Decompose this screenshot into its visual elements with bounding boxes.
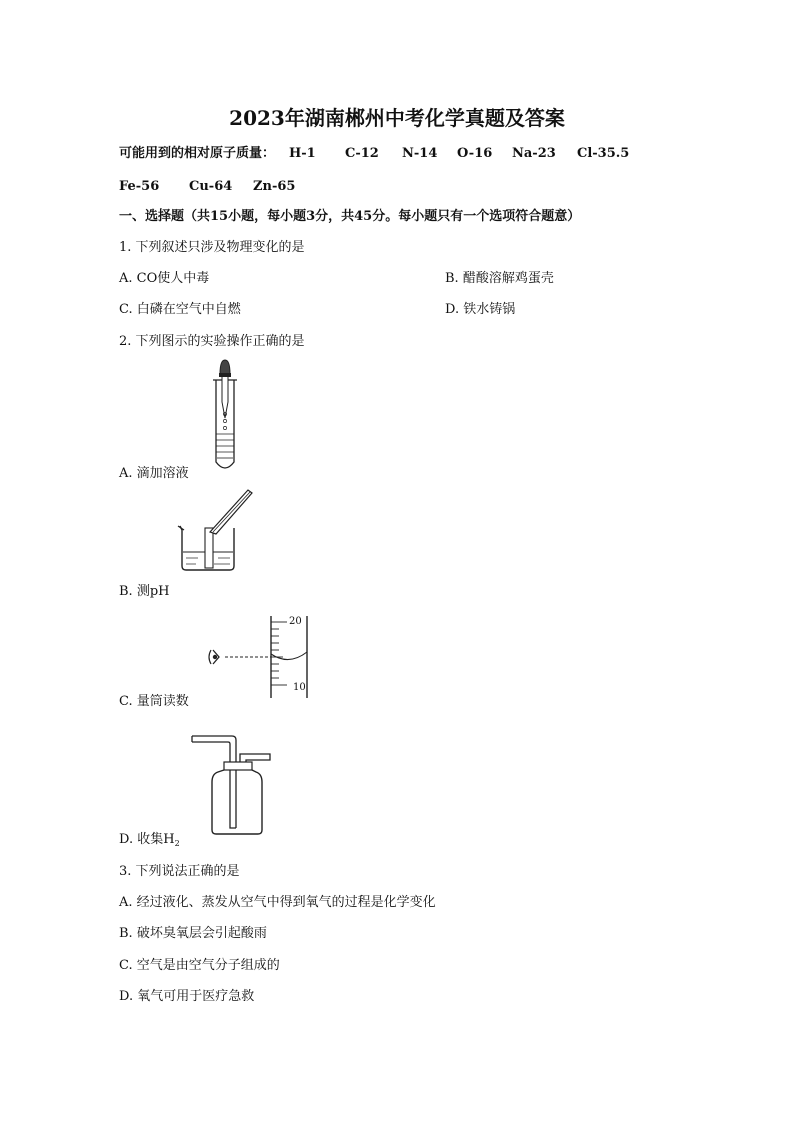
section-heading: 一、选择题（共15小题，每小题3分，共45分。每小题只有一个选项符合题意） [119, 209, 581, 224]
atomic-mass-h: H-1 [289, 146, 316, 161]
question-3-option-b: B. 破坏臭氧层会引起酸雨 [119, 926, 267, 941]
question-2-stem: 2. 下列图示的实验操作正确的是 [119, 334, 305, 349]
cylinder-mark-20: 20 [289, 616, 302, 627]
question-1-option-a: A. CO使人中毒 [119, 271, 210, 286]
atomic-mass-o: O-16 [457, 146, 493, 161]
atomic-mass-cu: Cu-64 [189, 179, 233, 194]
question-1-option-d: D. 铁水铸锅 [445, 302, 516, 317]
cylinder-mark-10: 10 [293, 682, 306, 693]
atomic-mass-n: N-14 [402, 146, 438, 161]
option-d-text: D. 收集H [119, 832, 175, 847]
page-title: 2023年湖南郴州中考化学真题及答案 [229, 106, 565, 130]
atomic-mass-cl: Cl-35.5 [577, 146, 630, 161]
h2-subscript: 2 [174, 839, 180, 848]
question-2-option-c: C. 量筒读数 [119, 694, 189, 709]
atomic-mass-zn: Zn-65 [253, 179, 296, 194]
question-3-option-c: C. 空气是由空气分子组成的 [119, 958, 280, 973]
atomic-mass-label: 可能用到的相对原子质量： [119, 146, 276, 161]
atomic-mass-na: Na-23 [512, 146, 556, 161]
question-1-option-b: B. 醋酸溶解鸡蛋壳 [445, 271, 554, 286]
question-3-option-d: D. 氧气可用于医疗急救 [119, 989, 255, 1004]
question-3-stem: 3. 下列说法正确的是 [119, 864, 240, 879]
gas-bottle-figure [190, 730, 274, 838]
atomic-mass-fe: Fe-56 [119, 179, 160, 194]
dropper-test-tube-figure [205, 358, 245, 476]
question-1-stem: 1. 下列叙述只涉及物理变化的是 [119, 240, 305, 255]
question-2-option-a: A. 滴加溶液 [119, 466, 189, 481]
question-3-option-a: A. 经过液化、蒸发从空气中得到氧气的过程是化学变化 [119, 895, 436, 910]
question-2-option-d [119, 832, 180, 852]
atomic-mass-c: C-12 [345, 146, 379, 161]
question-1-option-c: C. 白磷在空气中自燃 [119, 302, 241, 317]
beaker-ph-figure [176, 488, 256, 572]
question-2-option-b: B. 测pH [119, 584, 170, 599]
